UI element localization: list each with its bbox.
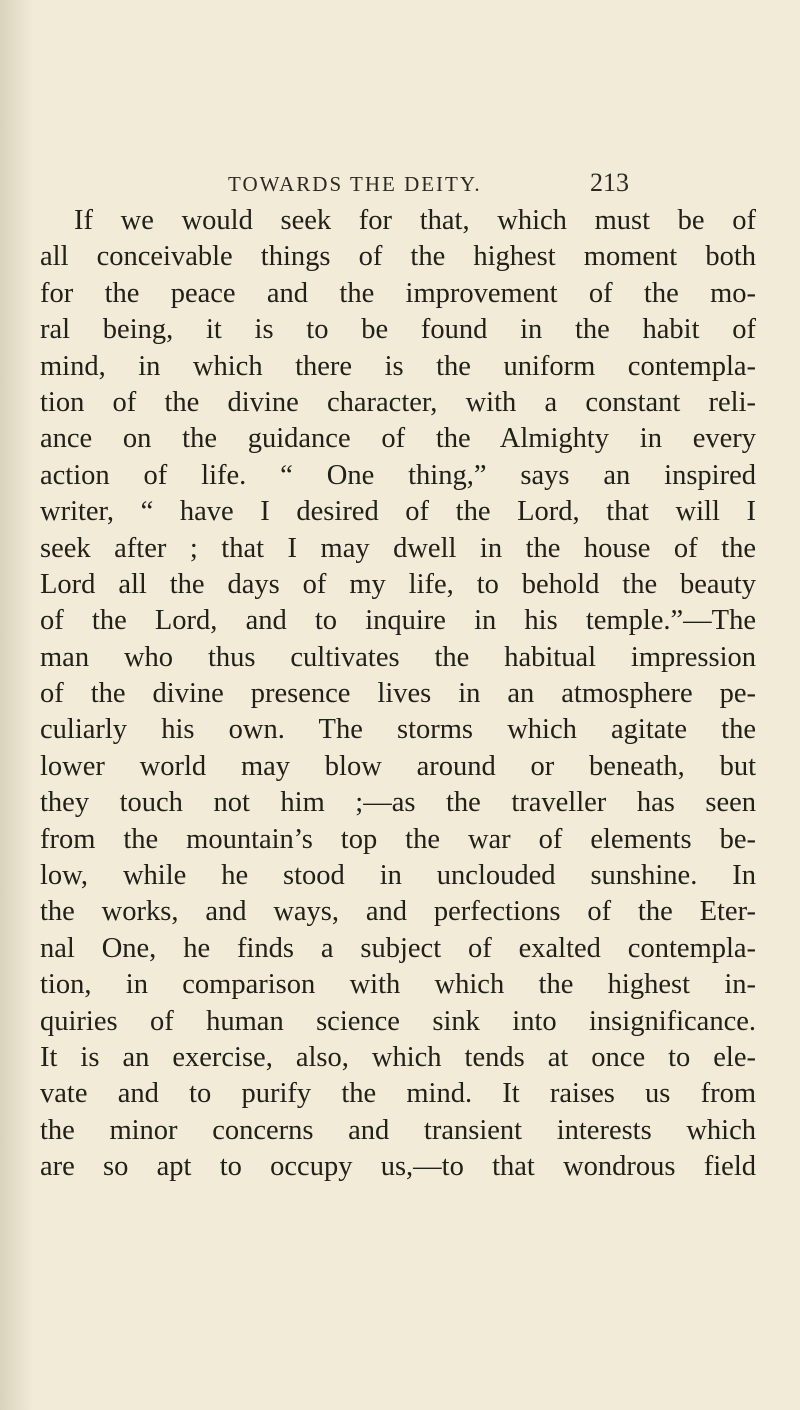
- text-line: seek after ; that I may dwell in the house of the: [40, 532, 756, 564]
- text-line: culiarly his own. The storms which agitate the: [40, 714, 756, 746]
- text-line: mind, in which there is the uniform contempla-: [40, 350, 756, 382]
- text-line: they touch not him ;—as the traveller has seen: [40, 787, 756, 819]
- text-line: of the divine presence lives in an atmosphere pe-: [40, 678, 756, 710]
- page-gutter-shadow: [0, 0, 34, 1410]
- text-line: man who thus cultivates the habitual impression: [40, 641, 756, 673]
- text-line: the minor concerns and transient interests which: [40, 1114, 756, 1146]
- text-line: tion, in comparison with which the highest in-: [40, 969, 756, 1001]
- text-line: Lord all the days of my life, to behold the beauty: [40, 568, 756, 600]
- body-text: [40, 203, 756, 1186]
- text-line: nal One, he finds a subject of exalted contempla-: [40, 932, 756, 964]
- page-number: 213: [590, 168, 629, 197]
- text-line: action of life. “ One thing,” says an inspired: [40, 459, 756, 491]
- text-line: vate and to purify the mind. It raises us from: [40, 1078, 756, 1110]
- text-line: ance on the guidance of the Almighty in every: [40, 423, 756, 455]
- text-line: for the peace and the improvement of the mo-: [40, 277, 756, 309]
- text-line: It is an exercise, also, which tends at once to ele-: [40, 1041, 756, 1073]
- text-line: all conceivable things of the highest moment both: [40, 241, 756, 273]
- text-line: the works, and ways, and perfections of the Eter-: [40, 896, 756, 928]
- text-line: If we would seek for that, which must be of: [74, 205, 756, 236]
- text-line: tion of the divine character, with a constant reli-: [40, 386, 756, 418]
- running-head: TOWARDS THE DEITY.: [228, 172, 482, 196]
- text-line: lower world may blow around or beneath, but: [40, 750, 756, 782]
- text-line: are so apt to occupy us,—to that wondrous field: [40, 1151, 756, 1183]
- text-line: quiries of human science sink into insignificance.: [40, 1005, 756, 1037]
- text-line: low, while he stood in unclouded sunshine. In: [40, 860, 756, 892]
- text-line: writer, “ have I desired of the Lord, that will I: [40, 496, 756, 528]
- text-line: from the mountain’s top the war of elements be-: [40, 823, 756, 855]
- text-line: ral being, it is to be found in the habit of: [40, 314, 756, 346]
- text-line: of the Lord, and to inquire in his temple.”—The: [40, 605, 756, 637]
